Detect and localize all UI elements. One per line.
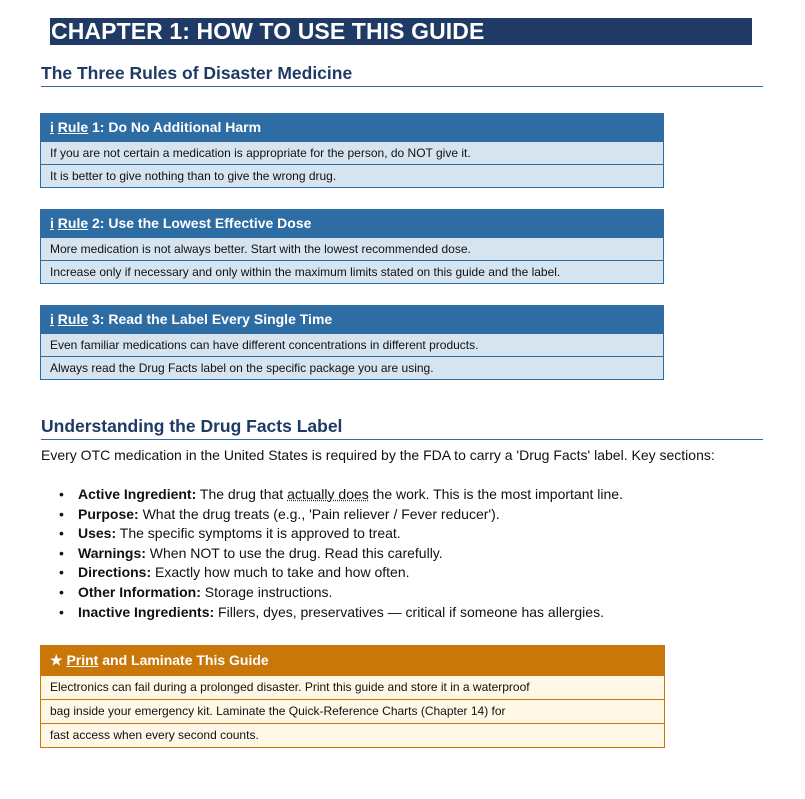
rule-header-3 xyxy=(41,306,663,333)
list-item xyxy=(41,524,623,544)
bullet-icon: • xyxy=(59,525,64,542)
list-item-term: Uses: xyxy=(78,525,117,542)
bullet-icon: • xyxy=(59,583,64,600)
rule-title: 3: Read the Label Every Single Time xyxy=(88,311,333,327)
list-item-text: The drug that xyxy=(196,486,288,502)
rule-box-2 xyxy=(40,209,664,284)
bullet-icon: • xyxy=(59,603,64,620)
rule-line: Even familiar medications can have different concentrations in different products. xyxy=(41,333,663,356)
info-icon: i xyxy=(50,311,54,327)
info-icon: i xyxy=(50,119,54,135)
rule-header-2 xyxy=(41,210,663,237)
list-item-term: Purpose: xyxy=(78,505,139,522)
tip-line: fast access when every second counts. xyxy=(41,723,664,747)
list-item-text: Fillers, dyes, preservatives — critical if someone has allergies. xyxy=(214,603,604,620)
rule-line: Always read the Drug Facts label on the specific package you are using. xyxy=(41,356,663,379)
tip-line: Electronics can fail during a prolonged disaster. Print this guide and store it in a waterproof xyxy=(41,675,664,699)
list-item-text: Storage instructions. xyxy=(200,583,333,600)
rule-line: If you are not certain a medication is appropriate for the person, do NOT give it. xyxy=(41,141,663,164)
list-item xyxy=(41,505,623,525)
list-item-text: The specific symptoms it is approved to treat. xyxy=(116,525,401,542)
list-item xyxy=(41,563,623,583)
list-item-text: When NOT to use the drug. Read this carefully. xyxy=(145,544,443,561)
list-item-term: Inactive Ingredients: xyxy=(78,603,215,620)
list-item xyxy=(41,485,623,505)
list-item xyxy=(41,603,623,623)
star-icon: ★ xyxy=(50,652,63,668)
tip-line: bag inside your emergency kit. Laminate the Quick-Reference Charts (Chapter 14) for xyxy=(41,699,664,723)
rule-box-3 xyxy=(40,305,664,380)
bullet-icon: • xyxy=(59,486,64,502)
bullet-icon: • xyxy=(59,544,64,561)
info-icon: i xyxy=(50,215,54,231)
list-item-term: Other Information: xyxy=(78,583,201,600)
tip-print-word: Print xyxy=(66,652,99,668)
list-item xyxy=(41,583,623,603)
section-heading-drug-facts: Understanding the Drug Facts Label xyxy=(41,415,763,440)
list-item-text: Exactly how much to take and how often. xyxy=(151,564,410,581)
bullet-icon: • xyxy=(59,505,64,522)
rule-line: It is better to give nothing than to give the wrong drug. xyxy=(41,164,663,187)
rule-box-1 xyxy=(40,113,664,188)
list-item-term: Directions: xyxy=(78,564,152,581)
section-heading-rules: The Three Rules of Disaster Medicine xyxy=(41,62,763,87)
rule-word: Rule xyxy=(57,311,89,327)
drug-facts-list xyxy=(41,485,623,622)
bullet-icon: • xyxy=(59,564,64,581)
intro-text: Every OTC medication in the United States is required by the FDA to carry a 'Drug Facts' label. Key sections: xyxy=(41,447,715,463)
list-item-text: the work. This is the most important line. xyxy=(368,486,623,502)
tip-box xyxy=(40,645,665,748)
rule-word: Rule xyxy=(57,215,89,231)
list-item xyxy=(41,544,623,564)
list-item-term: Active Ingredient: xyxy=(78,486,197,502)
list-item-dotted-text: actually does xyxy=(287,486,369,502)
rule-title: 1: Do No Additional Harm xyxy=(88,119,262,135)
tip-title: and Laminate This Guide xyxy=(98,652,269,668)
rule-line: Increase only if necessary and only within the maximum limits stated on this guide and the label. xyxy=(41,260,663,283)
tip-header xyxy=(41,646,664,675)
list-item-term: Warnings: xyxy=(78,544,146,561)
chapter-title: CHAPTER 1: HOW TO USE THIS GUIDE xyxy=(50,18,752,45)
rule-header-1 xyxy=(41,114,663,141)
list-item-text: What the drug treats (e.g., 'Pain reliever / Fever reducer'). xyxy=(138,505,500,522)
rule-word: Rule xyxy=(57,119,89,135)
rule-title: 2: Use the Lowest Effective Dose xyxy=(88,215,312,231)
rule-line: More medication is not always better. Start with the lowest recommended dose. xyxy=(41,237,663,260)
